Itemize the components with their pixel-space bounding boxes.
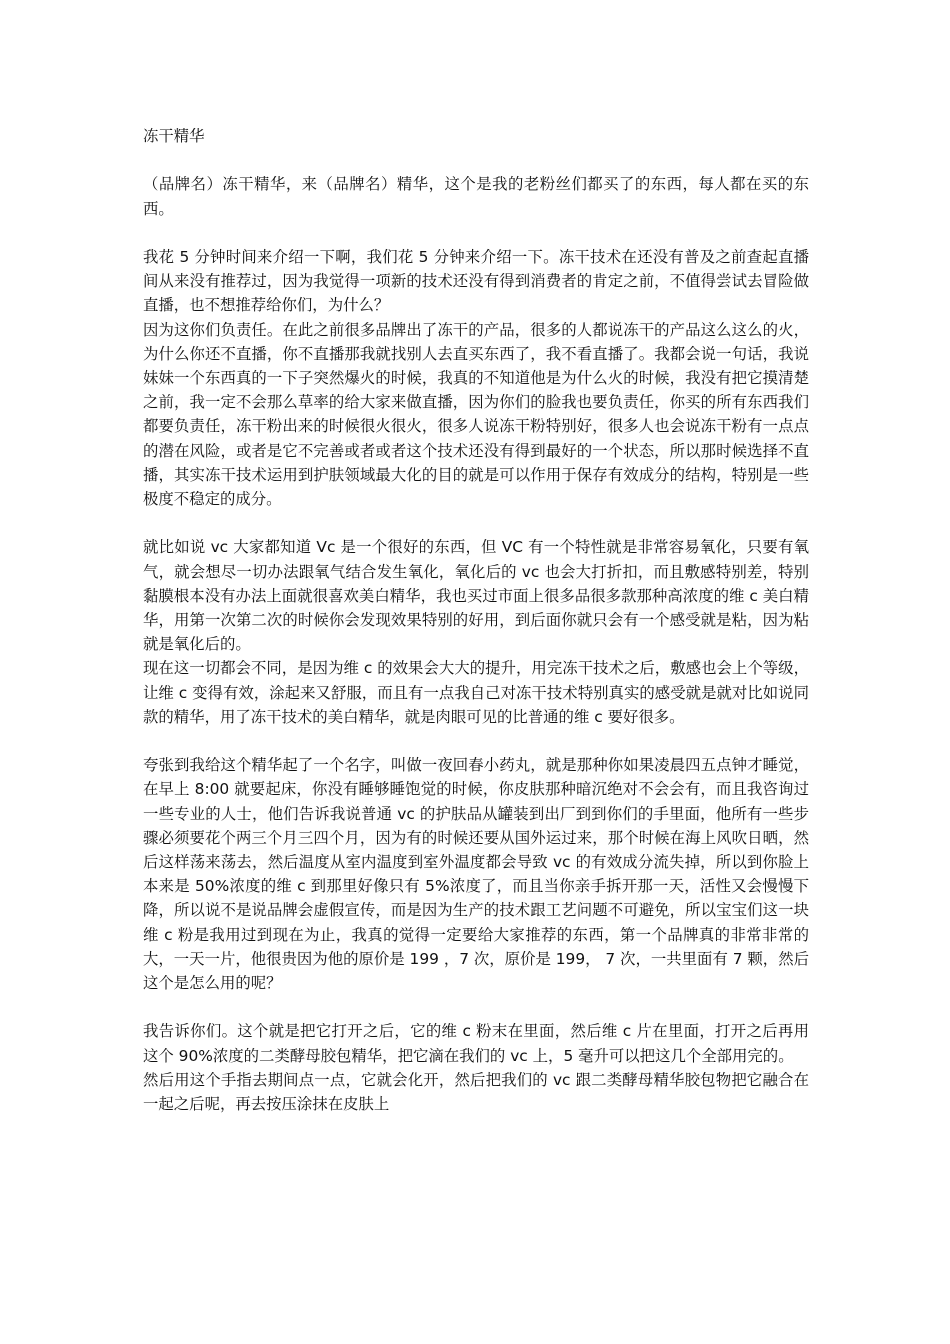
- paragraph-responsibility: 因为这你们负责任。在此之前很多品牌出了冻干的产品，很多的人都说冻干的产品这么这么的火，为什么你还不直播，你不直播那我就找别人去直买东西了，我不看直播了。我都会说一句话，我说妹妹一个东西真的一下子突然爆火的时候，我真的不知道他是为什么火的时候，我没有把它摸清楚之前，我一定不会那么草率的给大家来做直播，因为你们的脸我也要负责任，你买的所有东西我们都要负责任，冻干粉出来的时候很火很火，很多人说冻干粉特别好，很多人也会说冻干粉有一点点的潜在风险，或者是它不完善或者或者这个技术还没有得到最好的一个状态，所以那时候选择不直播，其实冻干技术运用到护肤领域最大化的目的就是可以作用于保存有效成分的结构，特别是一些极度不稳定的成分。: [143, 320, 809, 509]
- paragraph-intro: （品牌名）冻干精华，来（品牌名）精华，这个是我的老粉丝们都买了的东西，每人都在买的东西。: [143, 175, 809, 218]
- paragraph-5-minutes: 我花 5 分钟时间来介绍一下啊，我们花 5 分钟来介绍一下。冻干技术在还没有普及之前查起直播间从来没有推荐过，因为我觉得一项新的技术还没有得到消费者的肯定之前，不值得尝试去冒险做直播，也不想推荐给你们，为什么？: [143, 247, 809, 315]
- paragraph-one-night-pill: 夸张到我给这个精华起了一个名字，叫做一夜回春小药丸，就是那种你如果凌晨四五点钟才睡觉，在早上 8:00 就要起床，你没有睡够睡饱觉的时候，你皮肤那种暗沉绝对不会会有，而且我咨询过一些专业的人士，他们告诉我说普通 vc 的护肤品从罐装到出厂到到你们的手里面，他所有一些步骤必须要花个两三个月三四个月，因为有的时候还要从国外运过来，那个时候在海上风吹日晒，然后这样荡来荡去，然后温度从室内温度到室外温度都会导致 vc 的有效成分流失掉，所以到你脸上本来是 50%浓度的维 c 到那里好像只有 5%浓度了，而且当你亲手拆开那一天，活性又会慢慢下降，所以说不是说品牌会虚假宣传，而是因为生产的技术跟工艺问题不可避免，所以宝宝们这一块维 c 粉是我用过到现在为止，我真的觉得一定要给大家推荐的东西，第一个品牌真的非常非常的大，一天一片，他很贵因为他的原价是 199 ，7 次，原价是 199， 7 次，一共里面有 7 颗，然后这个是怎么用的呢？: [143, 756, 809, 993]
- blank-line: [143, 995, 809, 1019]
- paragraph-usage: 我告诉你们。这个就是把它打开之后，它的维 c 粉末在里面，然后维 c 片在里面，打开之后再用这个 90%浓度的二类酵母胶包精华，把它滴在我们的 vc 上，5 毫升可以把这几个全部用完的。: [143, 1022, 809, 1065]
- blank-line: [143, 148, 809, 172]
- document-title: 冻干精华: [143, 127, 205, 145]
- paragraph-freeze-dry-benefit: 现在这一切都会不同，是因为维 c 的效果会大大的提升，用完冻干技术之后，敷感也会上个等级，让维 c 变得有效，涂起来又舒服，而且有一点我自己对冻干技术特别真实的感受就是就对比如说同款的精华，用了冻干技术的美白精华，就是肉眼可见的比普通的维 c 要好很多。: [143, 659, 809, 726]
- blank-line: [143, 511, 809, 535]
- blank-line: [143, 729, 809, 753]
- paragraph-vc-oxidation: 就比如说 vc 大家都知道 Vc 是一个很好的东西，但 VC 有一个特性就是非常容易氧化，只要有氧气，就会想尽一切办法跟氧气结合发生氧化，氧化后的 vc 也会大打折扣，而且敷感特别差，特别黏膜根本没有办法上面就很喜欢美白精华，我也买过市面上很多品很多款那种高浓度的维 c 美白精华，用第一次第二次的时候你会发现效果特别的好用，到后面你就只会有一个感受就是粘，因为粘就是氧化后的。: [143, 538, 809, 654]
- blank-line: [143, 221, 809, 245]
- document-page: [143, 124, 809, 1116]
- paragraph-apply: 然后用这个手指去期间点一点，它就会化开，然后把我们的 vc 跟二类酵母精华胶包物把它融合在一起之后呢，再去按压涂抹在皮肤上: [143, 1070, 809, 1114]
